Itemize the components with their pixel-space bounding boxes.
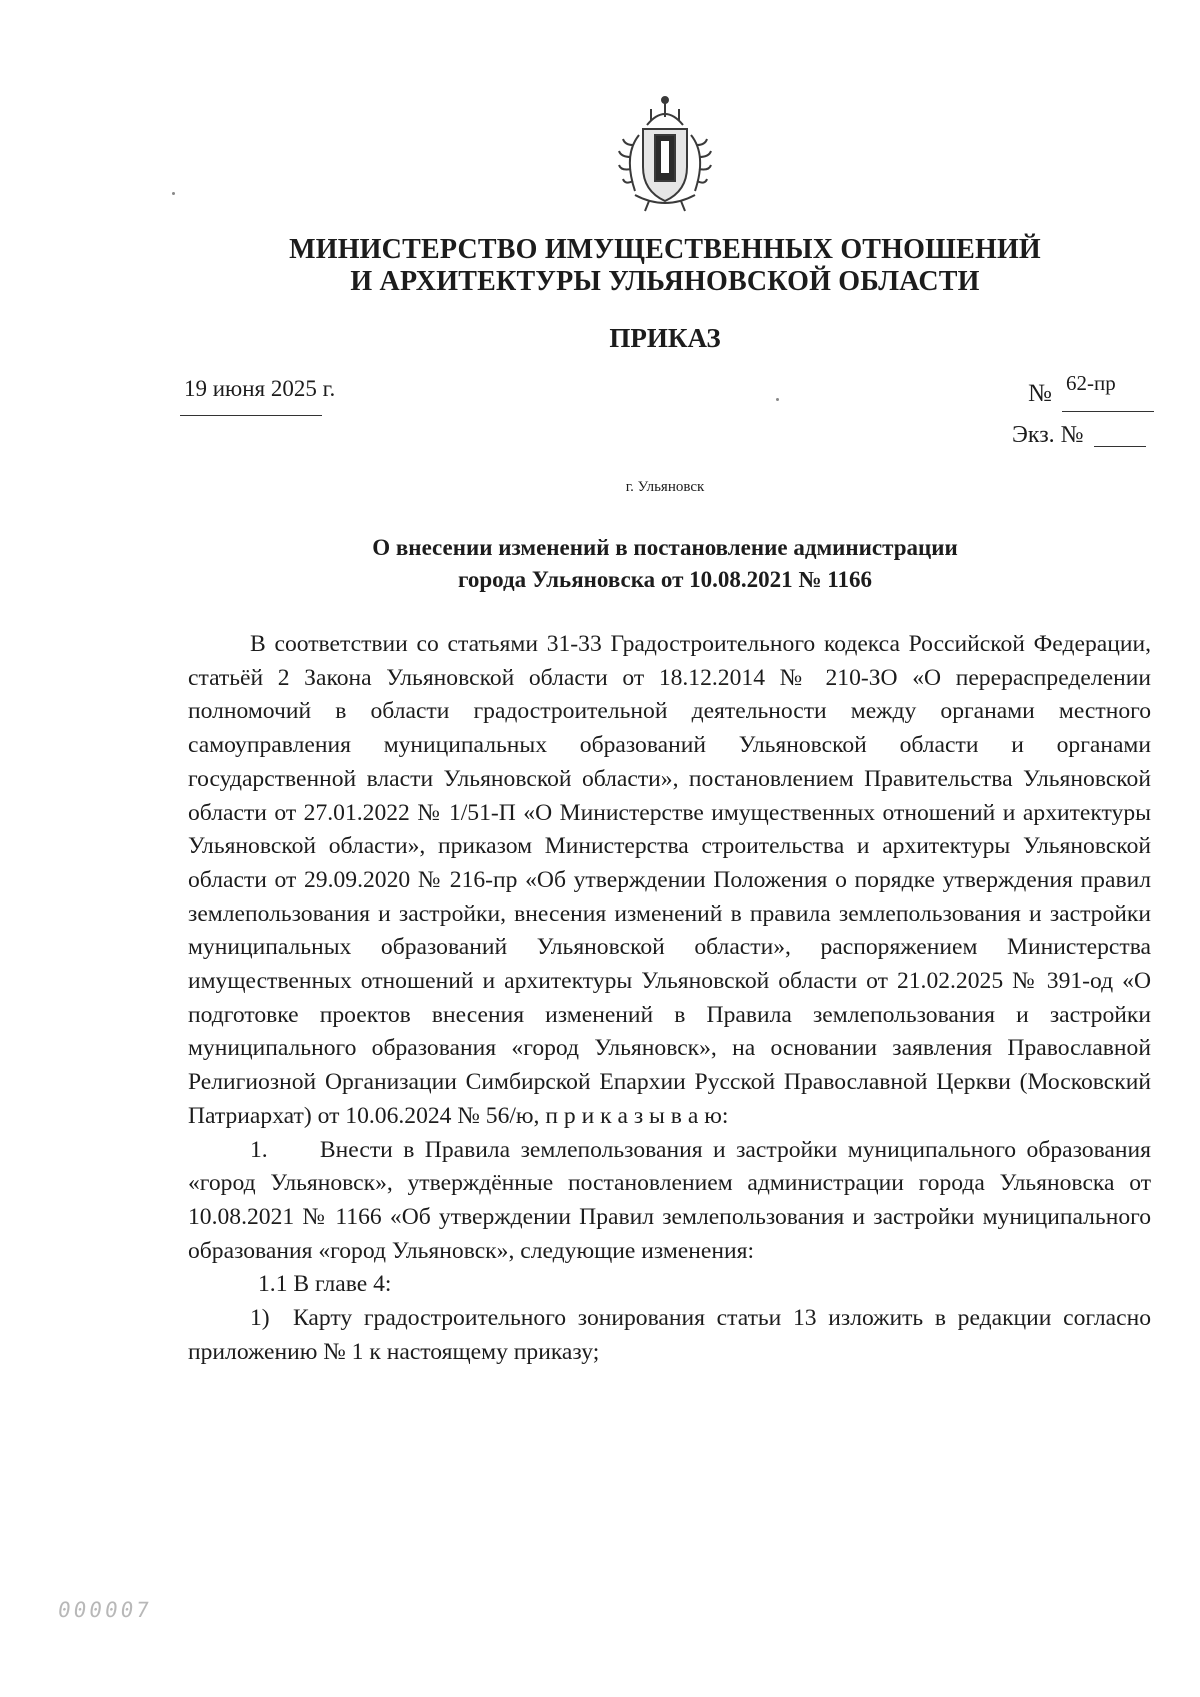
order-number-underline bbox=[1062, 411, 1154, 412]
date-underline bbox=[180, 415, 322, 416]
document-body bbox=[188, 628, 1151, 1369]
preamble-paragraph: В соответствии со статьями 31-33 Градостроительного кодекса Российской Федерации, статьёй 2 Закона Ульяновской области от 18.12.2014 № 210-ЗО «О перераспределении полномочий в области градостроительной деятельности между органами местного самоуправления муниципальных образований Ульяновской области и органами государственной власти Ульяновской области», постановлением Правительства Ульяновской области от 27.01.2022 № 1/51-П «О Министерстве имущественных отношений и архитектуры Ульяновской области», приказом Министерства строительства и архитектуры Ульяновской области от 29.09.2020 № 216-пр «Об утверждении Положения о порядке утверждения правил землепользования и застройки, внесения изменений в правила землепользования и застройки муниципальных образований Ульяновской области», распоряжением Министерства имущественных отношений и архитектуры Ульяновской области от 21.02.2025 № 391-од «О подготовке проектов внесения изменений в Правила землепользования и застройки муниципального образования «город Ульяновск», на основании заявления Православной Религиозной Организации Симбирской Епархии Русской Православной Церкви (Московский Патриархат) от 10.06.2024 № 56/ю, п р и к а з ы в а ю: bbox=[188, 631, 1151, 1129]
copy-number-underline bbox=[1094, 446, 1146, 447]
item-1-1-paragraph: 1.1 В главе 4: bbox=[258, 1271, 392, 1298]
item-1-1-1-paragraph: 1) Карту градостроительного зонирования статьи 13 изложить в редакции согласно приложению № 1 к настоящему приказу; bbox=[188, 1305, 1151, 1365]
ministry-name-line1: МИНИСТЕРСТВО ИМУЩЕСТВЕННЫХ ОТНОШЕНИЙ bbox=[289, 234, 1041, 265]
page-stamp: 000007 bbox=[56, 1598, 154, 1622]
subject-line1: О внесении изменений в постановление администрации bbox=[372, 535, 958, 560]
subject-line2: города Ульяновска от 10.08.2021 № 1166 bbox=[457, 567, 872, 592]
copy-number-label: Экз. № bbox=[1012, 422, 1084, 448]
coat-of-arms-emblem bbox=[605, 95, 725, 213]
document-type-title: ПРИКАЗ bbox=[609, 323, 721, 353]
city-name: г. Ульяновск bbox=[625, 479, 705, 495]
item-1-paragraph: 1. Внести в Правила землепользования и застройки муниципального образования «город Ульяновск», утверждённые постановлением администрации города Ульяновска от 10.08.2021 № 1166 «Об утверждении Правил землепользования и застройки муниципального образования «город Ульяновск», следующие изменения: bbox=[188, 1136, 1151, 1264]
scan-speck bbox=[776, 398, 779, 401]
order-date: 19 июня 2025 г. bbox=[184, 376, 336, 401]
ministry-name-line2: И АРХИТЕКТУРЫ УЛЬЯНОВСКОЙ ОБЛАСТИ bbox=[350, 266, 980, 297]
scan-speck bbox=[172, 192, 175, 195]
order-number-label: № bbox=[1028, 380, 1052, 407]
order-number-value: 62-пр bbox=[1066, 371, 1116, 395]
